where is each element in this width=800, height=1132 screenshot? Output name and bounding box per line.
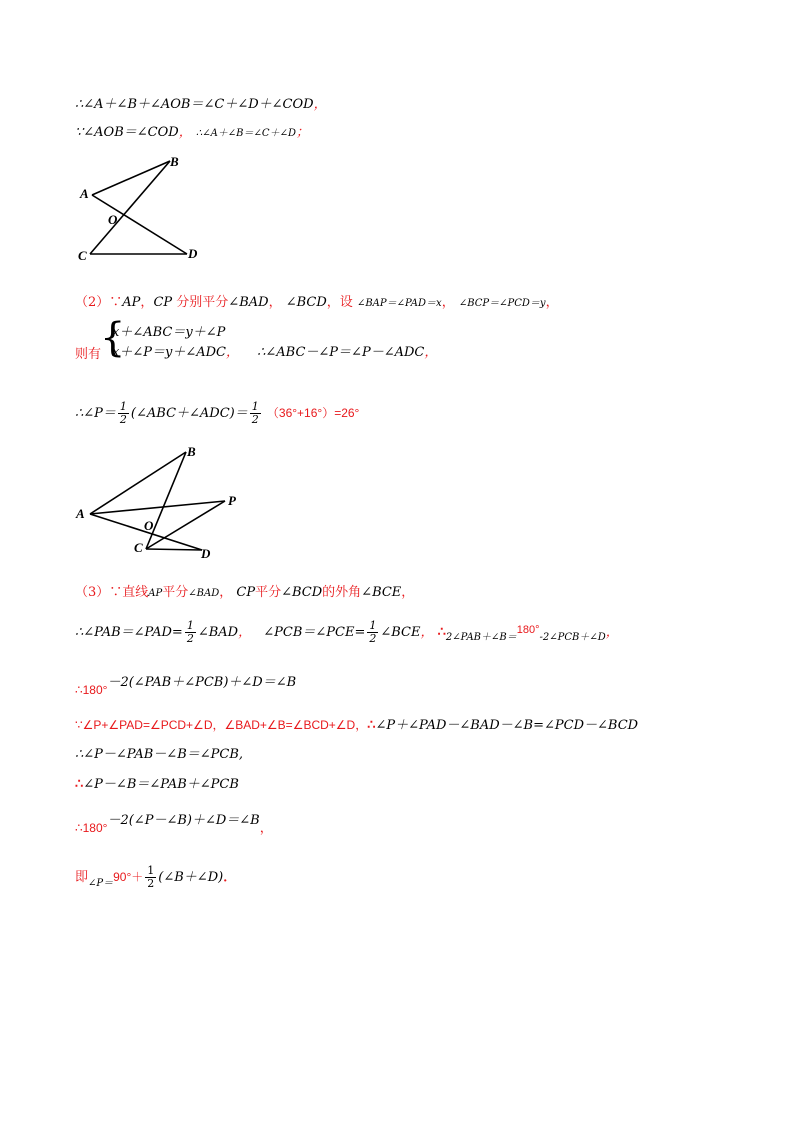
l6-eq: ∠P－∠B＝∠PAB＋∠PCB (83, 777, 239, 792)
result-value: （36°+16°）=26° (266, 406, 360, 420)
frac-num: 1 (119, 400, 127, 413)
l8-90: 90°＋ (113, 870, 144, 884)
label-d: D (188, 246, 198, 261)
part2-conclusion-end: ， (424, 345, 438, 360)
part3-bad: ∠BAD (188, 588, 220, 599)
l2-sep2: ， (420, 625, 434, 640)
frac-den-2: 2 (251, 413, 259, 426)
fraction-half-5 (145, 865, 156, 890)
l2-bad: ∠BAD (197, 625, 239, 640)
label-a: A (80, 186, 89, 201)
part3-line7 (75, 806, 273, 835)
part3-ap: AP (148, 588, 163, 599)
part3-line4 (75, 716, 638, 735)
frac-den-4: 2 (369, 632, 377, 645)
segment-ad (92, 195, 187, 254)
part1-line2 (75, 124, 309, 143)
part2-sep2: ， (268, 295, 282, 310)
part2-result (75, 398, 359, 429)
l2-pcb: ∠PCB＝∠PCE= (263, 625, 366, 640)
part2-bad: ∠BAD (228, 295, 269, 310)
part3-line2 (75, 618, 619, 649)
part3-sep1: ， (219, 585, 233, 600)
segment-cd (146, 549, 202, 550)
l4-therefore: ∴ (367, 718, 376, 733)
l7-180: ∴180° (75, 821, 108, 835)
label-p: P (228, 493, 236, 508)
segment-bc (90, 161, 170, 254)
l2-eq-left: 2∠PAB＋∠B＝ (445, 632, 517, 643)
l3-eq: －2(∠PAB＋∠PCB)＋∠D＝∠B (107, 675, 297, 690)
frac-num-5: 1 (147, 864, 155, 877)
label-o: O (108, 212, 118, 227)
part1-line2-conclusion: ∴∠A＋∠B＝∠C＋∠D (195, 128, 296, 139)
l2-180: 180° (516, 624, 540, 636)
fraction-half-1 (118, 401, 129, 426)
part3-bisect1: 平分 (162, 585, 189, 600)
label-b: B (170, 154, 179, 169)
part2-cp: CP (153, 295, 173, 310)
label-a: A (76, 506, 85, 521)
l6-therefore: ∴ (75, 777, 84, 792)
segment-bc (146, 452, 186, 549)
part2-end: ， (545, 295, 559, 310)
part3-cp: CP (236, 585, 256, 600)
result-mid: (∠ABC＋∠ADC)＝ (130, 406, 248, 421)
part2-sep3: ， (441, 295, 455, 310)
part2-ap: AP (122, 295, 141, 310)
part3-line8 (75, 862, 236, 894)
label-c: C (134, 540, 143, 555)
part3-label: （3）∵直线 (75, 585, 149, 600)
system-brace: { (100, 315, 126, 361)
label-o: O (144, 518, 154, 533)
part3-ext: 的外角 (322, 585, 362, 600)
l2-sep: ， (238, 625, 252, 640)
part2-bcd: ∠BCD (285, 295, 327, 310)
part1-line1-text: ∴∠A＋∠B＋∠AOB＝∠C＋∠D＋∠COD (75, 97, 314, 112)
l8-p: ∠P＝ (88, 878, 114, 889)
part2-intro (75, 294, 559, 313)
part3-bce: ∠BCE (361, 585, 402, 600)
frac-num-4: 1 (369, 619, 377, 632)
segment-ab (92, 161, 170, 195)
label-c: C (78, 248, 87, 263)
frac-num-2: 1 (251, 400, 259, 413)
part3-bisect2: 平分 (255, 585, 282, 600)
part1-line2-end: ； (295, 125, 309, 140)
l8-ji: 即 (75, 870, 89, 885)
part2-eq2: ∠BCP＝∠PCD＝y (458, 298, 546, 309)
part1-line1-punct: ， (313, 97, 327, 112)
l2-therefore: ∴ (437, 625, 446, 640)
segment-ap (90, 501, 225, 514)
part3-line6 (75, 776, 239, 794)
system-eq1: x＋∠ABC＝y＋∠P (112, 325, 226, 340)
part1-line1 (75, 96, 327, 114)
part2-label: （2）∵ (75, 295, 123, 310)
l2-pab: ∴∠PAB＝∠PAD= (75, 625, 183, 640)
part2-conclusion: ∴∠ABC－∠P＝∠P－∠ADC (257, 345, 425, 360)
part2-sep1: ， (140, 295, 154, 310)
fraction-half-4 (367, 620, 378, 645)
system-eq2-line (112, 344, 437, 362)
l7-end: ， (259, 821, 273, 836)
label-b: B (187, 444, 196, 459)
fraction-half-2 (250, 401, 261, 426)
fraction-half-3 (185, 620, 196, 645)
l2-bce: ∠BCE (380, 625, 421, 640)
l7-eq: －2(∠P－∠B)＋∠D＝∠B (107, 813, 260, 828)
l4-reason: ∵∠P+∠PAD=∠PCD+∠D，∠BAD+∠B=∠BCD+∠D， (75, 718, 368, 732)
system-eq2: x＋∠P＝y＋∠ADC (112, 345, 226, 360)
part3-bcd: ∠BCD (281, 585, 323, 600)
system-end: ， (225, 345, 239, 360)
frac-den-3: 2 (186, 632, 194, 645)
part3-intro (75, 584, 414, 603)
figure-2 (70, 440, 250, 565)
part1-line2-sep: ， (178, 125, 192, 140)
l2-eq-right: -2∠PCB＋∠D (539, 632, 606, 643)
frac-num-3: 1 (186, 619, 194, 632)
frac-den: 2 (119, 413, 127, 426)
figure-1 (70, 150, 210, 265)
segment-ab (90, 452, 186, 514)
part2-then: 则有 (75, 347, 102, 362)
part2-set: ，设 (326, 295, 353, 310)
l2-end: ， (605, 625, 619, 640)
l8-end: ． (223, 870, 237, 885)
part3-line3 (75, 668, 296, 697)
part2-bisect: 分别平分 (176, 295, 229, 310)
part3-end: ， (401, 585, 415, 600)
frac-den-5: 2 (147, 877, 155, 890)
part3-line5: ∴∠P－∠PAB－∠B＝∠PCB, (75, 747, 244, 762)
result-left: ∴∠P＝ (75, 406, 116, 421)
part1-line2-given: ∵∠AOB＝∠COD (75, 125, 179, 140)
label-d: D (201, 546, 211, 561)
l3-180: ∴180° (75, 683, 108, 697)
l8-sum: (∠B＋∠D) (158, 870, 224, 885)
part2-eq1: ∠BAP＝∠PAD＝x (356, 298, 442, 309)
l4-eq: ∠P＋∠PAD－∠BAD－∠B=∠PCD－∠BCD (375, 718, 639, 733)
